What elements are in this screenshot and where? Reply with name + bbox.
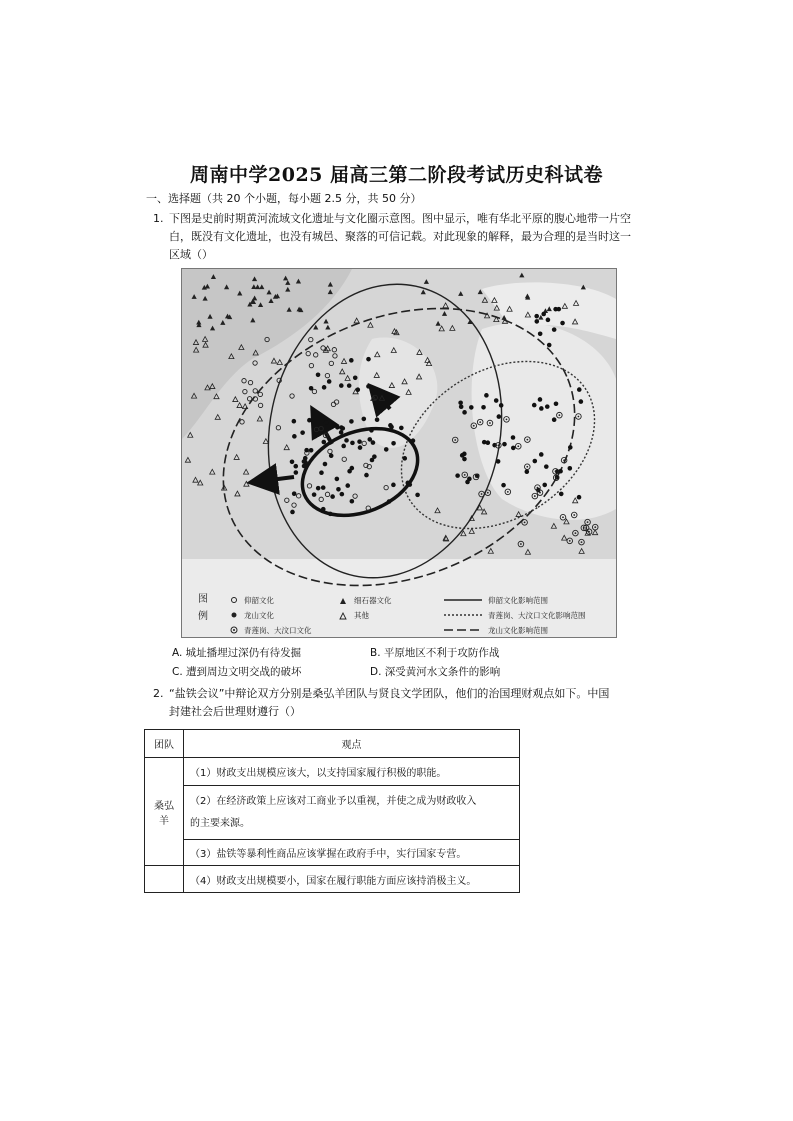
longshan-site-symbol: [384, 447, 389, 452]
qinglian-site-symbol-dot: [479, 421, 481, 423]
question-number: 2.: [153, 687, 164, 700]
qinglian-site-symbol-dot: [588, 531, 590, 533]
longshan-site-symbol: [542, 483, 547, 488]
legend-yangshao-range-label: 仰韶文化影响范围: [488, 596, 548, 605]
viewpoint-line: 的主要来源。: [190, 817, 250, 829]
viewpoint-cell: （1）财政支出规模应该大，以支持国家履行积极的职能。: [184, 758, 520, 786]
viewpoint-cell: （3）盐铁等暴利性商品应该掌握在政府手中，实行国家专营。: [184, 840, 520, 866]
longshan-site-symbol: [367, 437, 372, 442]
longshan-site-symbol: [497, 414, 502, 419]
qinglian-site-symbol-dot: [487, 492, 489, 494]
longshan-site-symbol: [554, 401, 559, 406]
longshan-site-symbol: [339, 383, 344, 388]
qinglian-site-symbol-dot: [475, 476, 477, 478]
longshan-site-symbol: [340, 492, 345, 497]
qinglian-site-symbol-dot: [569, 540, 571, 542]
option-a[interactable]: A. 城址播埋过深仍有待发掘: [172, 647, 302, 659]
longshan-site-symbol: [552, 417, 557, 422]
longshan-site-symbol: [538, 397, 543, 402]
longshan-site-symbol: [558, 469, 563, 474]
qinglian-site-symbol-dot: [526, 439, 528, 441]
option-c[interactable]: C. 遭到周边文明交战的破坏: [172, 666, 302, 678]
longshan-site-symbol: [366, 357, 371, 362]
qinglian-site-symbol-dot: [506, 418, 508, 420]
longshan-site-symbol: [372, 454, 377, 459]
longshan-site-symbol: [345, 483, 350, 488]
longshan-site-symbol: [335, 477, 340, 482]
longshan-site-symbol: [458, 400, 463, 405]
longshan-site-symbol: [350, 499, 355, 504]
qinglian-site-symbol-dot: [524, 521, 526, 523]
longshan-site-symbol: [511, 446, 516, 451]
option-d[interactable]: D. 深受黄河水文条件的影响: [370, 666, 501, 678]
qinglian-site-symbol-dot: [520, 543, 522, 545]
table-header-row: [145, 730, 520, 758]
longshan-site-symbol: [330, 494, 335, 499]
longshan-site-symbol: [292, 491, 297, 496]
longshan-site-symbol: [357, 439, 362, 444]
legend-qinglian-symbol-dot: [233, 629, 235, 631]
map-figure: [182, 269, 616, 637]
question-1: [153, 210, 653, 264]
question-text-line: 封建社会后世理财遵行（）: [169, 705, 301, 718]
table-row: [145, 866, 520, 893]
longshan-site-symbol: [577, 495, 582, 500]
qinglian-site-symbol-dot: [587, 521, 589, 523]
longshan-site-symbol: [339, 430, 344, 435]
viewpoint-table: [144, 729, 520, 893]
longshan-site-symbol: [294, 470, 299, 475]
longshan-site-symbol: [391, 483, 396, 488]
qinglian-site-symbol-dot: [507, 491, 509, 493]
longshan-site-symbol: [547, 343, 552, 348]
longshan-site-symbol: [496, 459, 501, 464]
longshan-site-symbol: [501, 483, 506, 488]
longshan-site-symbol: [399, 426, 404, 431]
longshan-site-symbol: [347, 469, 352, 474]
longshan-site-symbol: [467, 477, 472, 482]
question-2: [153, 685, 653, 721]
longshan-site-symbol: [292, 419, 297, 424]
question-text-line: “盐铁会议”中辩论双方分别是桑弘羊团队与贤良文学团队，他们的治国理财观点如下。中国: [169, 687, 610, 700]
longshan-site-symbol: [511, 435, 516, 440]
longshan-site-symbol: [293, 464, 298, 469]
longshan-site-symbol: [344, 438, 349, 443]
longshan-site-symbol: [546, 318, 551, 323]
longshan-site-symbol: [347, 383, 352, 388]
longshan-site-symbol: [350, 441, 355, 446]
legend-xishimu-label: 细石器文化: [354, 596, 392, 605]
legend-longshan-range-label: 龙山文化影响范围: [488, 626, 548, 635]
longshan-site-symbol: [349, 358, 354, 363]
question-text-line: 区域（）: [169, 248, 213, 261]
table-row: [145, 840, 520, 866]
table-row: [145, 758, 520, 786]
longshan-site-symbol: [290, 460, 295, 465]
longshan-site-symbol: [335, 425, 340, 430]
longshan-site-symbol: [499, 403, 504, 408]
longshan-site-symbol: [577, 387, 582, 392]
longshan-site-symbol: [389, 425, 394, 430]
longshan-site-symbol: [369, 428, 374, 433]
longshan-site-symbol: [323, 462, 328, 467]
legend-qita-label: 其他: [354, 611, 369, 620]
longshan-site-symbol: [309, 448, 314, 453]
qinglian-site-symbol-dot: [563, 459, 565, 461]
longshan-site-symbol: [307, 418, 312, 423]
longshan-site-symbol: [568, 466, 573, 471]
longshan-site-symbol: [321, 507, 326, 512]
longshan-site-symbol: [322, 440, 327, 445]
longshan-site-symbol: [469, 405, 474, 410]
longshan-site-symbol: [340, 426, 345, 431]
qinglian-site-symbol-dot: [539, 492, 541, 494]
longshan-site-symbol: [349, 419, 354, 424]
longshan-site-symbol: [302, 459, 307, 464]
legend-title-1: 图: [198, 594, 208, 605]
question-number: 1.: [153, 212, 164, 225]
legend-qinglian-label: 青莲岗、大汶口文化: [244, 626, 312, 635]
longshan-site-symbol: [568, 445, 573, 450]
qinglian-site-symbol-dot: [517, 445, 519, 447]
viewpoint-line: （2）在经济政策上应该对工商业予以重视，并使之成为财政收入: [190, 795, 477, 807]
longshan-site-symbol: [336, 487, 341, 492]
qinglian-site-symbol-dot: [562, 516, 564, 518]
team-cell-empty: [145, 866, 184, 893]
longshan-site-symbol: [455, 473, 460, 478]
qinglian-site-symbol-dot: [454, 439, 456, 441]
qinglian-site-symbol-dot: [594, 526, 596, 528]
qinglian-site-symbol-dot: [537, 487, 539, 489]
longshan-site-symbol: [544, 464, 549, 469]
qinglian-site-symbol-dot: [555, 470, 557, 472]
longshan-site-symbol: [545, 404, 550, 409]
longshan-site-symbol: [312, 492, 317, 497]
longshan-site-symbol: [358, 445, 363, 450]
qinglian-site-symbol-dot: [578, 416, 580, 418]
longshan-site-symbol: [462, 410, 467, 415]
option-b[interactable]: B. 平原地区不利于攻防作战: [370, 647, 500, 659]
longshan-site-symbol: [541, 312, 546, 317]
longshan-site-symbol: [481, 405, 486, 410]
longshan-site-symbol: [353, 375, 358, 380]
longshan-site-symbol: [391, 441, 396, 446]
longshan-site-symbol: [341, 444, 346, 449]
longshan-site-symbol: [560, 321, 565, 326]
header-team: 团队: [145, 730, 184, 758]
longshan-site-symbol: [534, 319, 539, 324]
legend-longshan-label: 龙山文化: [244, 611, 274, 620]
qinglian-site-symbol-dot: [573, 514, 575, 516]
table-row: [145, 786, 520, 840]
qinglian-site-symbol-dot: [534, 495, 536, 497]
qinglian-site-symbol-dot: [464, 474, 466, 476]
longshan-site-symbol: [525, 469, 530, 474]
longshan-site-symbol: [482, 440, 487, 445]
longshan-site-symbol: [459, 404, 464, 409]
longshan-site-symbol: [328, 512, 333, 517]
longshan-site-symbol: [327, 379, 332, 384]
qinglian-site-symbol-dot: [585, 527, 587, 529]
longshan-site-symbol: [484, 393, 489, 398]
qinglian-site-symbol-dot: [558, 414, 560, 416]
longshan-site-symbol: [324, 420, 329, 425]
longshan-site-symbol: [304, 448, 309, 453]
longshan-site-symbol: [415, 493, 420, 498]
viewpoint-cell: [184, 786, 520, 840]
longshan-site-symbol: [534, 314, 539, 319]
question-text-line: 下图是史前时期黄河流域文化遗址与文化圈示意图。图中显示，唯有华北平原的腹心地带一片空: [169, 212, 631, 225]
longshan-site-symbol: [309, 386, 314, 391]
legend-longshan-symbol: [232, 613, 237, 618]
longshan-site-symbol: [364, 473, 369, 478]
longshan-site-symbol: [539, 452, 544, 457]
longshan-site-symbol: [366, 384, 371, 389]
longshan-site-symbol: [300, 430, 305, 435]
longshan-site-symbol: [402, 456, 407, 461]
longshan-site-symbol: [502, 442, 507, 447]
longshan-site-symbol: [579, 399, 584, 404]
qinglian-site-symbol-dot: [489, 422, 491, 424]
section-heading: 一、选择题（共 20 个小题，每小题 2.5 分，共 50 分）: [146, 192, 422, 205]
qinglian-site-symbol-dot: [473, 425, 475, 427]
longshan-site-symbol: [362, 417, 367, 422]
longshan-site-symbol: [539, 406, 544, 411]
culture-map: [181, 268, 617, 638]
qinglian-site-symbol-dot: [481, 493, 483, 495]
longshan-site-symbol: [316, 372, 321, 377]
longshan-site-symbol: [553, 307, 558, 312]
longshan-site-symbol: [552, 327, 557, 332]
longshan-site-symbol: [355, 387, 360, 392]
legend-qinglian-range-label: 青莲岗、大汶口文化影响范围: [488, 611, 586, 620]
qinglian-site-symbol-dot: [526, 466, 528, 468]
legend-yangshao-label: 仰韶文化: [244, 596, 274, 605]
longshan-site-symbol: [375, 417, 380, 422]
longshan-site-symbol: [494, 398, 499, 403]
longshan-site-symbol: [538, 332, 543, 337]
legend-title-2: 例: [198, 611, 208, 622]
page-title: 周南中学2025 届高三第二阶段考试历史科试卷: [190, 164, 603, 186]
qinglian-site-symbol-dot: [581, 541, 583, 543]
longshan-site-symbol: [321, 485, 326, 490]
question-text-line: 白，既没有文化遗址，也没有城邑、聚落的可信记载。对此现象的解释，最为合理的是当时这一: [169, 230, 631, 243]
header-viewpoint: 观点: [184, 730, 520, 758]
longshan-site-symbol: [559, 492, 564, 497]
longshan-site-symbol: [319, 470, 324, 475]
longshan-site-symbol: [532, 403, 537, 408]
longshan-site-symbol: [329, 453, 334, 458]
longshan-site-symbol: [407, 482, 412, 487]
longshan-site-symbol: [462, 457, 467, 462]
longshan-site-symbol: [322, 385, 327, 390]
longshan-site-symbol: [411, 438, 416, 443]
viewpoint-cell: （4）财政支出规模要小，国家在履行职能方面应该持消极主义。: [184, 866, 520, 893]
longshan-site-symbol: [292, 434, 297, 439]
qinglian-site-symbol-dot: [555, 477, 557, 479]
team-cell: 桑弘羊: [145, 758, 184, 866]
longshan-site-symbol: [387, 499, 392, 504]
longshan-site-symbol: [533, 459, 538, 464]
longshan-site-symbol: [302, 464, 307, 469]
qinglian-site-symbol-dot: [575, 532, 577, 534]
qinglian-site-symbol-dot: [497, 444, 499, 446]
longshan-site-symbol: [316, 486, 321, 491]
longshan-site-symbol: [290, 510, 295, 515]
